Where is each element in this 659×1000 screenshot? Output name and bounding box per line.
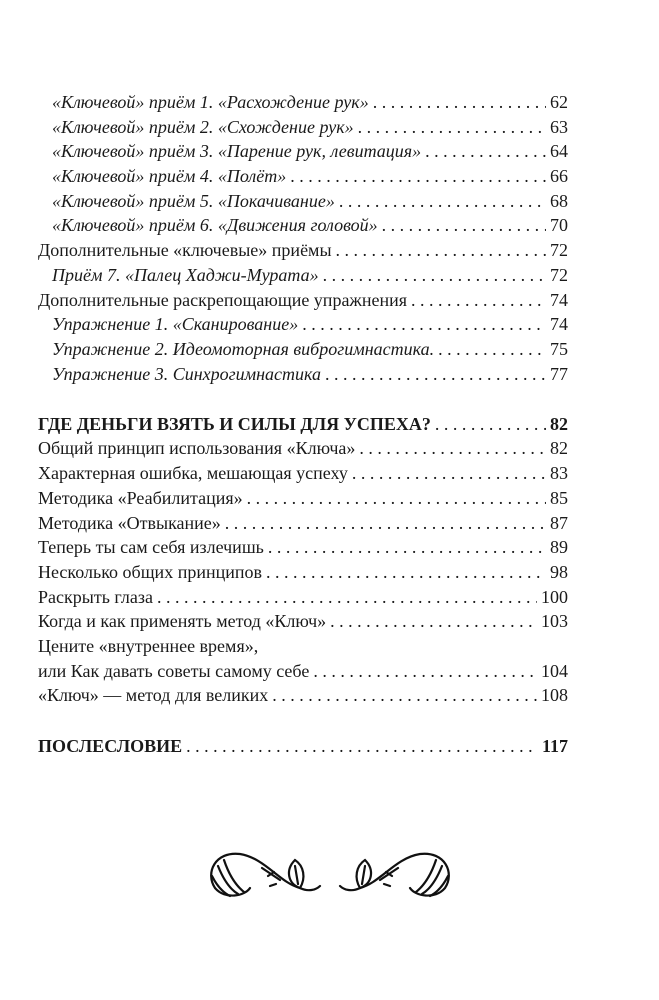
toc-entry-title: ПОСЛЕСЛОВИЕ [38,735,183,756]
table-of-contents [38,90,568,758]
toc-entry [38,164,568,189]
toc-entry [38,263,568,288]
toc-entry-title: Несколько общих принципов [38,561,262,582]
toc-entry-page: 82 [550,413,568,434]
dot-leader [323,263,546,288]
toc-entry-title: Теперь ты сам себя излечишь [38,537,264,558]
toc-entry-page: 70 [550,215,568,236]
toc-entry-title: «Ключевой» приём 1. «Расхождение рук» [52,92,369,112]
toc-entry-title: Упражнение 2. Идеомоторная виброгимнастика. [52,338,435,359]
toc-entry-title: Методика «Отвыкание» [38,512,221,533]
toc-entry-title: или Как давать советы самому себе [38,660,310,681]
toc-entry-title: «Ключевой» приём 2. «Схождение рук» [52,116,354,137]
toc-entry-page: 72 [550,264,568,285]
toc-entry-title: Характерная ошибка, мешающая успеху [38,463,348,484]
floral-divider-icon [200,848,460,908]
dot-leader [382,213,546,238]
toc-entry [38,213,568,238]
dot-leader [435,412,546,437]
toc-entry-page: 72 [550,240,568,261]
toc-entry [38,288,568,313]
toc-entry [38,90,568,115]
toc-entry-title: Раскрыть глаза [38,586,153,607]
dot-leader [425,139,546,164]
dot-leader [272,683,537,708]
toc-entry-page: 68 [550,190,568,211]
toc-entry [38,560,568,585]
toc-entry-title: Приём 7. «Палец Хаджи-Мурата» [52,264,319,285]
dot-leader [325,362,546,387]
dot-leader [290,164,546,189]
dot-leader [339,189,546,214]
toc-entry-page: 75 [550,338,568,359]
toc-entry-title: Дополнительные раскрепощающие упражнения [38,289,408,310]
dot-leader [359,436,546,461]
dot-leader [358,115,546,140]
toc-entry-page: 85 [550,487,568,508]
toc-entry-page: 82 [550,438,568,459]
dot-leader [302,312,546,337]
toc-entry [38,189,568,214]
toc-entry-title: Методика «Реабилитация» [38,487,243,508]
toc-entry-title: «Ключевой» приём 3. «Парение рук, левитация» [52,141,422,162]
toc-entry [38,486,568,511]
toc-entry-title: «Ключ» — метод для великих [38,685,269,706]
toc-chapter [38,734,568,759]
toc-entry [38,511,568,536]
toc-entry [38,683,568,708]
toc-entry-page: 104 [541,660,568,681]
toc-entry-title: «Ключевой» приём 6. «Движения головой» [52,215,378,236]
toc-entry [38,312,568,337]
toc-entry-title: Общий принцип использования «Ключа» [38,438,356,459]
toc-entry-title: «Ключевой» приём 5. «Покачивание» [52,190,335,211]
toc-entry-page: 89 [550,537,568,558]
toc-entry-page: 77 [550,363,568,384]
toc-entry [38,585,568,610]
dot-leader [266,560,546,585]
dot-leader [268,535,546,560]
toc-entry-page: 98 [550,561,568,582]
toc-entry-page: 66 [550,166,568,187]
toc-entry-title: Когда и как применять метод «Ключ» [38,611,327,632]
toc-entry-page: 83 [550,463,568,484]
toc-entry-title: Упражнение 3. Синхрогимнастика [52,363,322,384]
dot-leader [438,337,546,362]
toc-entry [38,659,568,684]
toc-entry-title: ГДЕ ДЕНЬГИ ВЗЯТЬ И СИЛЫ ДЛЯ УСПЕХА? [38,413,431,434]
toc-entry [38,238,568,263]
toc-entry [38,461,568,486]
dot-leader [352,461,546,486]
dot-leader [186,734,538,759]
toc-entry-page: 108 [541,685,568,706]
dot-leader [225,511,546,536]
toc-chapter [38,412,568,437]
toc-entry-page: 100 [541,586,568,607]
toc-entry-title: Упражнение 1. «Сканирование» [52,314,299,335]
toc-entry [38,609,568,634]
toc-entry-page: 117 [541,735,568,756]
toc-entry-title: «Ключевой» приём 4. «Полёт» [52,166,287,187]
toc-entry-page: 87 [550,512,568,533]
toc-entry-title: Дополнительные «ключевые» приёмы [38,240,332,261]
toc-entry-title: Цените «внутреннее время», [38,635,259,656]
toc-entry-page: 62 [550,92,568,112]
toc-entry-page: 64 [550,141,568,162]
dot-leader [330,609,537,634]
dot-leader [373,90,546,115]
toc-entry-page: 103 [541,611,568,632]
toc-entry [38,634,568,659]
toc-entry [38,337,568,362]
dot-leader [411,288,546,313]
toc-entry [38,436,568,461]
dot-leader [157,585,537,610]
toc-entry [38,139,568,164]
toc-entry-page: 74 [550,289,568,310]
toc-entry [38,535,568,560]
toc-entry-page: 74 [550,314,568,335]
toc-entry-page: 63 [550,116,568,137]
toc-entry [38,115,568,140]
dot-leader [247,486,546,511]
toc-entry [38,362,568,387]
dot-leader [313,659,537,684]
dot-leader [336,238,546,263]
